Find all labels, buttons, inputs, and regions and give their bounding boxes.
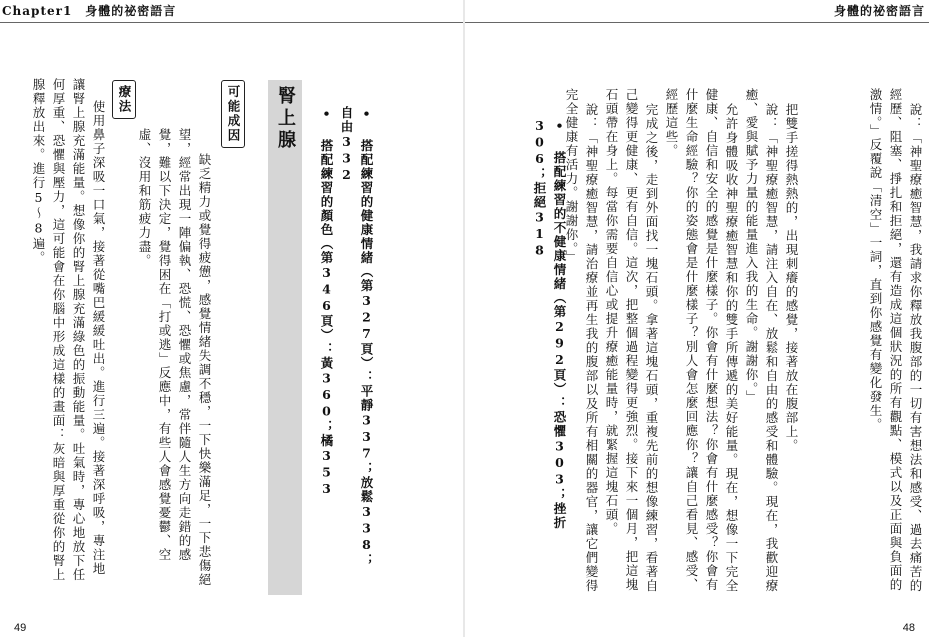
paragraph-3: 說：「神聖療癒智慧，請注入自在、放鬆和自由的感受和體驗。現在，我歡迎療癒、愛與賦予力量的能量進入我的生命。謝謝你。」 — [744, 88, 779, 593]
paragraph-1: 說：「神聖療癒智慧，我請求你釋放我腹部的一切有害想法和感受、過去痛苦的經歷、阻塞、掙扎和拒絕，還有造成這個狀況的所有觀點、模式以及正面與負面的激情。」反覆說「清空」一詞，直到你感覺有變化發生。 — [868, 88, 923, 593]
therapy-tag: 療法 — [112, 80, 136, 119]
bullet-text: 搭配練習的顏色（第346頁）：黃360；橘353 — [319, 139, 334, 498]
paragraph-4: 允許身體吸收神聖療癒智慧和你的雙手所傳遞的美好能量。現在，想像一下完全健康、自信和安全的感覺是什麼樣子。你會有什麼想法？你會有什麼感受？你會有什麼生命經驗？你的姿態會是什麼樣子？別人會怎麼回應你？讓自己看見、感受、經歷這些。 — [664, 88, 739, 593]
bullet-text: 搭配練習的不健康情緒（第292頁）：恐懼303；挫折306；拒絕318 — [532, 118, 567, 530]
bullet-colors: • 搭配練習的顏色（第346頁）：黃360；橘353 — [319, 106, 334, 498]
paragraph-5: 完成之後，走到外面找一塊石頭。拿著這塊石頭，重複先前的想像練習，看著自己變得更健康、更有自信。這次，把整個過程變得更強烈。接下來一個月，把這塊石頭帶在身上。每當你需要自信心或提升療癒能量時，就緊握這塊石頭。 — [604, 88, 659, 593]
right-page — [465, 0, 929, 637]
left-page — [0, 0, 464, 637]
section-title: 腎上腺 — [275, 86, 296, 152]
possible-cause-tag: 可能成因 — [221, 80, 245, 148]
paragraph-2: 把雙手搓得熱熱的，出現刺癢的感覺，接著放在腹部上。 — [784, 103, 799, 453]
header-divider — [465, 22, 929, 23]
bullet-healthy-emotions: • 搭配練習的健康情緒（第327頁）：平靜337；放鬆338；自由332 — [339, 106, 374, 568]
bullet-text: 搭配練習的健康情緒（第327頁）：平靜337；放鬆338；自由332 — [339, 106, 374, 568]
bullet-unhealthy-emotions: • 搭配練習的不健康情緒（第292頁）：恐懼303；挫折306；拒絕318 — [532, 118, 567, 530]
page-number-right: 48 — [902, 622, 915, 634]
therapy-paragraph: 使用鼻子深吸一口氣，接著從嘴巴緩緩吐出。進行三遍。接著深呼吸，專注地讓腎上腺充滿能量。想像你的腎上腺充滿綠色的振動能量。吐氣時，專心地放下任何厚重、恐懼與壓力，這可能會在你腦中形成這樣的畫面：灰暗與厚重從你的腎上腺釋放出來。進行5～8遍。 — [31, 78, 106, 582]
section-bar — [268, 80, 302, 595]
page-number-left: 49 — [14, 622, 27, 634]
chapter-header: Chapter1 身體的祕密語言 — [2, 4, 177, 18]
header-divider — [0, 22, 464, 23]
therapy-text — [8, 78, 108, 588]
paragraph-6: 說：「神聖療癒智慧，請治療並再生我的腹部以及所有相關的器官，讓它們變得完全健康有活力。謝謝你。」 — [564, 88, 599, 593]
possible-cause-text: 缺乏精力或覺得疲憊，感覺情緒失調不穩，一下快樂滿足，一下悲傷絕望，經常出現一陣偏執、恐慌、恐懼或焦慮，常伴隨人生方向走錯的感覺，難以下決定，覺得困在「打或逃」反應中，有些人會感覺憂鬱、空虛、沒用和筋疲力盡。 — [137, 128, 212, 587]
book-header: 身體的祕密語言 — [833, 4, 925, 18]
